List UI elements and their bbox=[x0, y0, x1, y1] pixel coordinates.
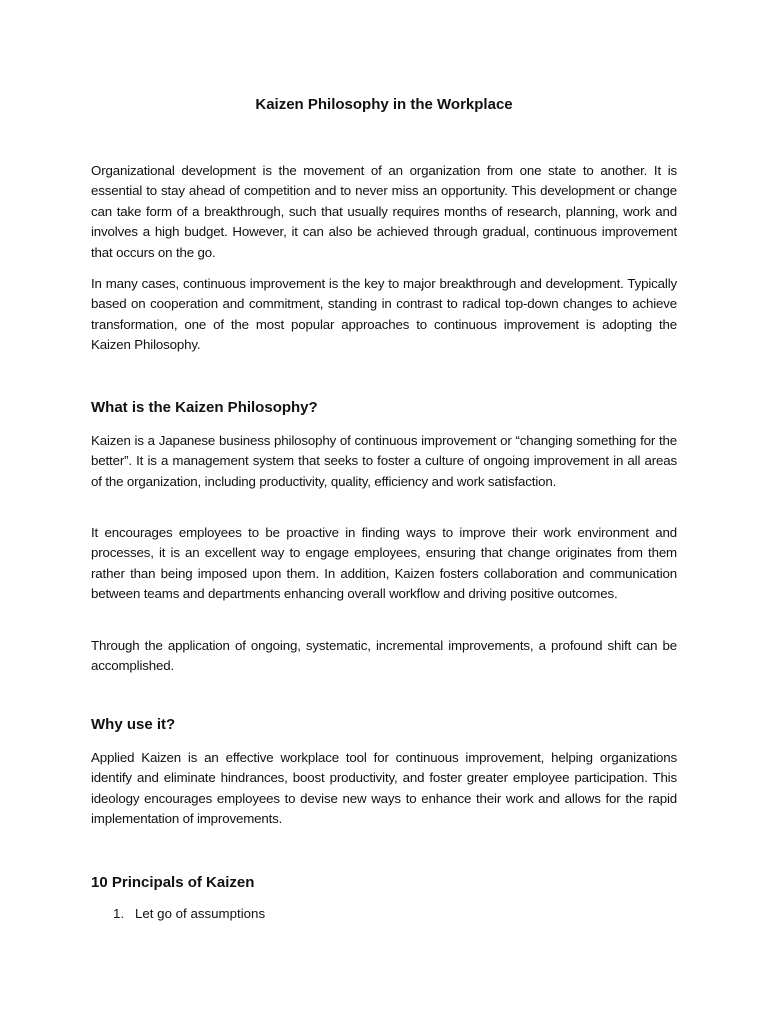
list-item-number: 1. bbox=[113, 906, 125, 921]
intro-paragraph: Organizational development is the movement of an organization from one state to another. It is essential to stay ahead of competition and to never miss an opportunity. This development or change can take form of a breakthrough, such that usually requires months of research, planning, work and involves a high budget. However, it can also be achieved through gradual, continuous improvement that occurs on the go. bbox=[91, 163, 677, 260]
intro-paragraph: In many cases, continuous improvement is the key to major breakthrough and development. Typically based on cooperation and commitment, standing in contrast to radical top-down changes to achieve transformation, one of the most popular approaches to continuous improvement is adopting the Kaizen Philosophy. bbox=[91, 276, 677, 353]
section-paragraph: It encourages employees to be proactive in finding ways to improve their work environment and processes, it is an excellent way to engage employees, ensuring that change originates from them rather than being imposed upon them. In addition, Kaizen fosters collaboration and communication between teams and departments enhancing overall workflow and driving positive outcomes. bbox=[91, 525, 677, 602]
section-heading-principals: 10 Principals of Kaizen bbox=[91, 874, 255, 891]
list-item-text: Let go of assumptions bbox=[135, 906, 266, 921]
section-heading-what-is-kaizen: What is the Kaizen Philosophy? bbox=[91, 399, 318, 416]
section-paragraph: Kaizen is a Japanese business philosophy of continuous improvement or “changing something for the better”. It is a management system that seeks to foster a culture of ongoing improvement in all areas of the organization, including productivity, quality, efficiency and work satisfaction. bbox=[91, 433, 677, 489]
principals-list bbox=[91, 904, 265, 924]
section-heading-why-use-it: Why use it? bbox=[91, 716, 176, 733]
section-paragraph: Applied Kaizen is an effective workplace tool for continuous improvement, helping organizations identify and eliminate hindrances, boost productivity, and foster greater employee participation. This ideology encourages employees to devise new ways to enhance their work and allows for the rapid implementation of improvements. bbox=[91, 750, 677, 827]
list-item bbox=[91, 904, 265, 924]
document-title: Kaizen Philosophy in the Workplace bbox=[255, 96, 513, 113]
section-paragraph: Through the application of ongoing, systematic, incremental improvements, a profound shift can be accomplished. bbox=[91, 638, 677, 674]
